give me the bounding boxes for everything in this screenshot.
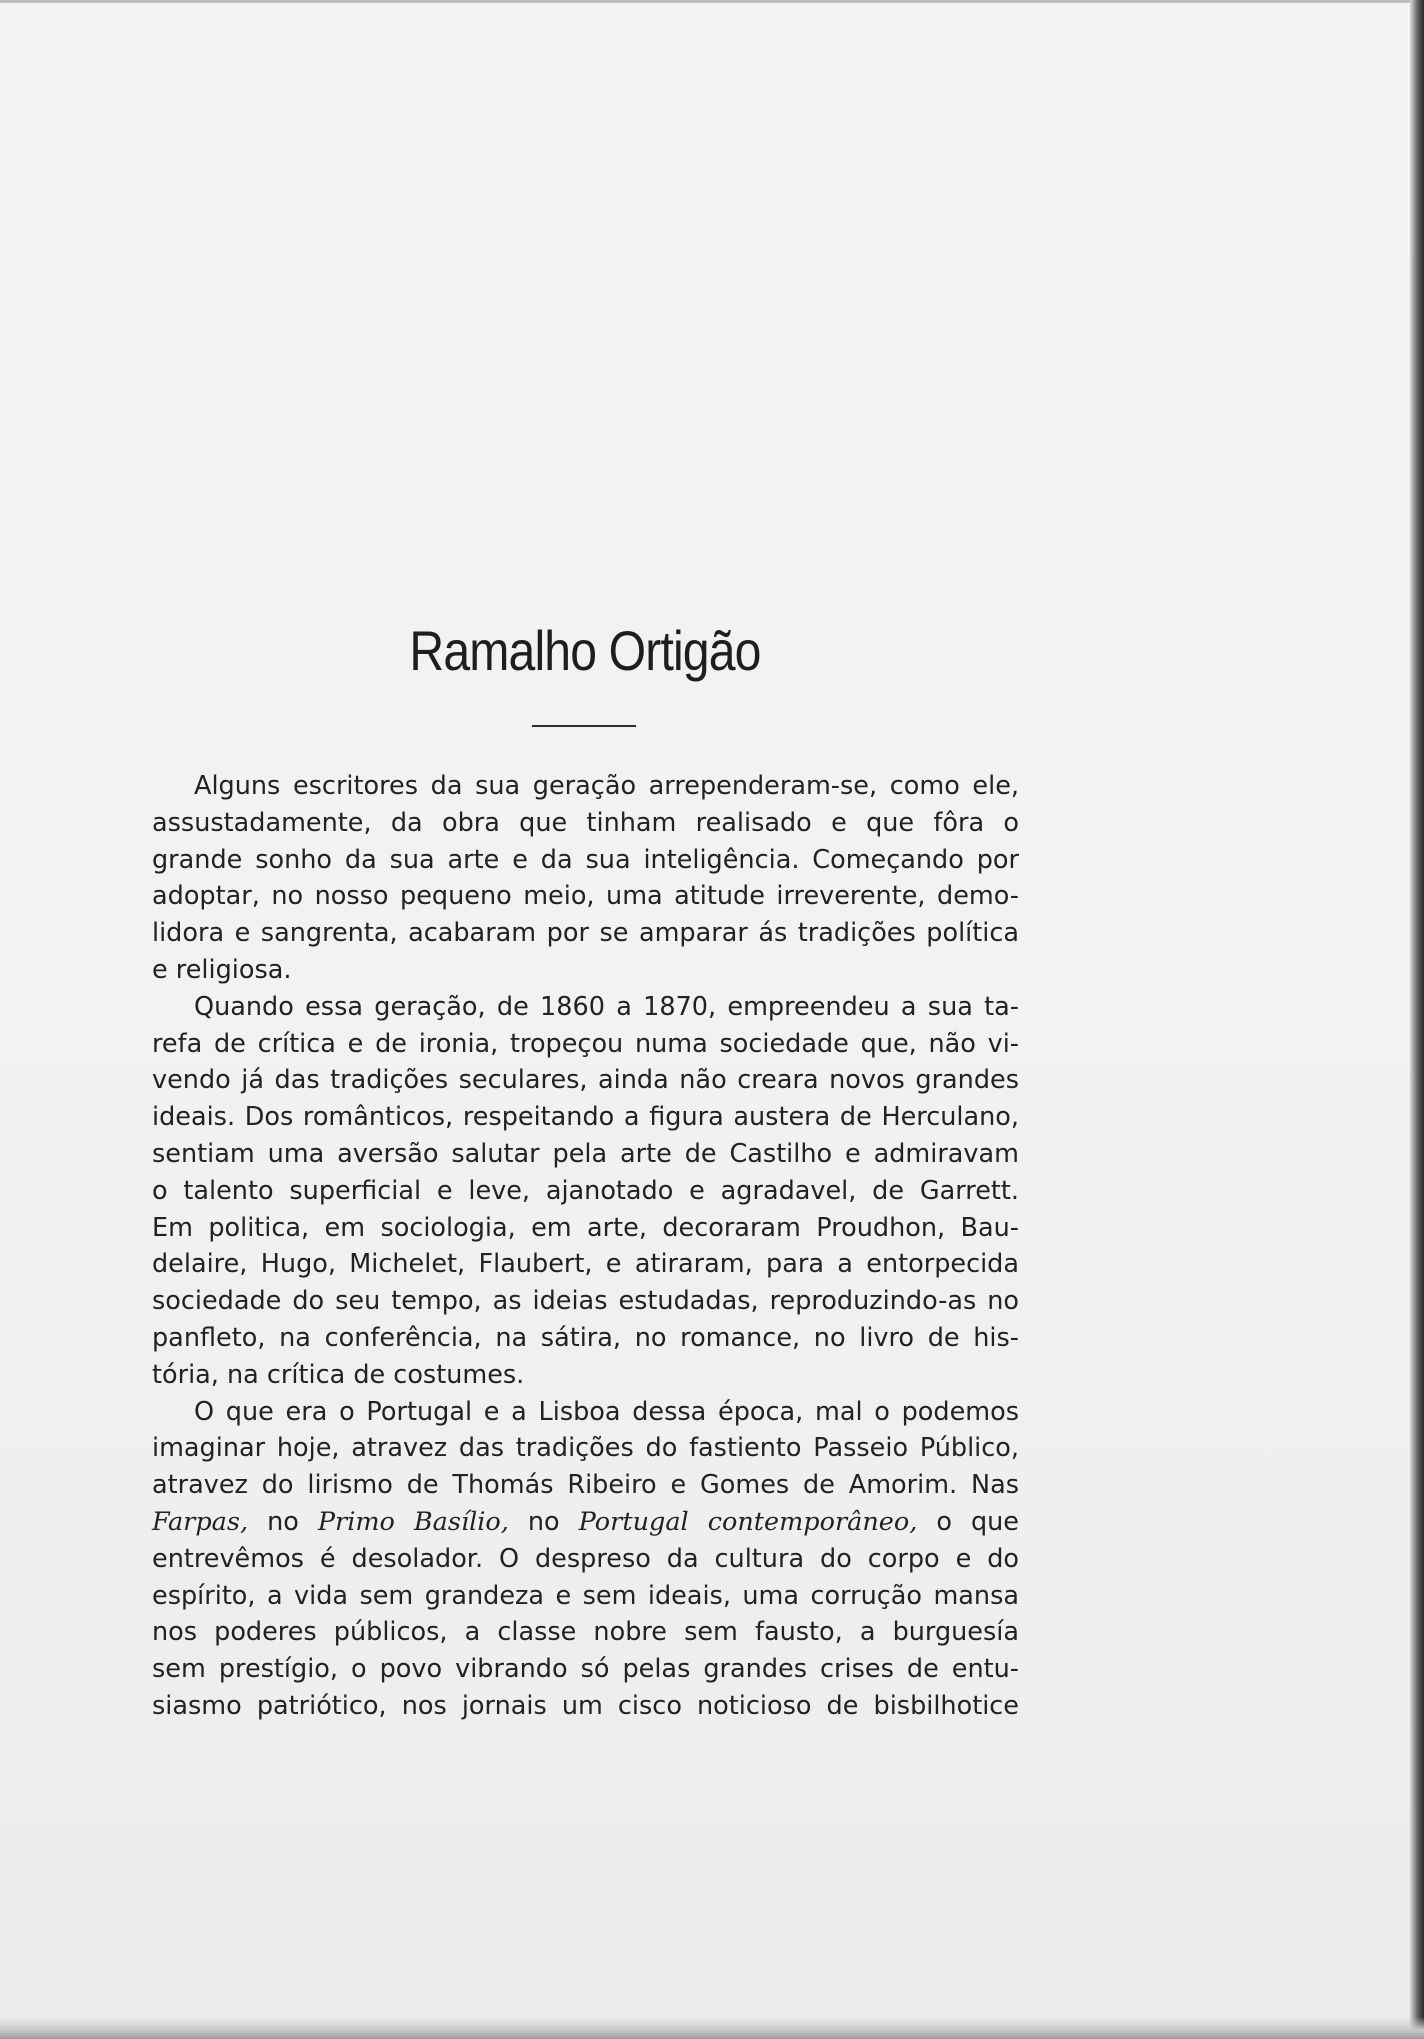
book-title-primo-basilio: Primo Basílio, bbox=[317, 1506, 509, 1537]
text-line: siasmo patriótico, nos jornais um cisco noticioso de bisbilhotice bbox=[152, 1690, 1019, 1721]
paragraph-3 bbox=[152, 1394, 1019, 1725]
text-line: Quando essa geração, de 1860 a 1870, empreendeu a sua ta- bbox=[194, 991, 1019, 1022]
text-line: entrevêmos é desolador. O despreso da cultura do corpo e do bbox=[152, 1543, 1019, 1574]
text-line: nos poderes públicos, a classe nobre sem fausto, a burguesía bbox=[152, 1617, 1019, 1648]
text-line: refa de crítica e de ironia, tropeçou numa sociedade que, não vi- bbox=[152, 1028, 1019, 1059]
text-fragment: o que bbox=[917, 1506, 1019, 1537]
text-line: lidora e sangrenta, acabaram por se amparar ás tradições política bbox=[152, 918, 1019, 949]
paragraph-1 bbox=[152, 768, 1019, 989]
paragraph-2 bbox=[152, 989, 1019, 1394]
book-title-portugal-contemporaneo: Portugal contemporâneo, bbox=[578, 1506, 918, 1537]
text-line: grande sonho da sua arte e da sua inteligência. Começando por bbox=[152, 844, 1019, 875]
page-binding-edge bbox=[1410, 0, 1424, 2039]
text-line: ideais. Dos românticos, respeitando a figura austera de Herculano, bbox=[152, 1102, 1019, 1133]
text-line: sem prestígio, o povo vibrando só pelas grandes crises de entu- bbox=[152, 1654, 1019, 1685]
text-line: imaginar hoje, atravez das tradições do fastiento Passeio Público, bbox=[152, 1433, 1019, 1464]
text-fragment: no bbox=[248, 1506, 318, 1537]
text-line: Em politica, em sociologia, em arte, decoraram Proudhon, Bau- bbox=[152, 1212, 1019, 1243]
text-line: Alguns escritores da sua geração arrependeram-se, como ele, bbox=[194, 771, 1019, 801]
text-line: espírito, a vida sem grandeza e sem ideais, uma corrução mansa bbox=[152, 1580, 1019, 1611]
text-fragment: no bbox=[508, 1506, 579, 1537]
text-line-with-titles bbox=[152, 1504, 1019, 1541]
book-title-farpas: Farpas, bbox=[152, 1506, 249, 1537]
text-line: adoptar, no nosso pequeno meio, uma atitude irreverente, demo- bbox=[152, 881, 1019, 912]
text-line: o talento superficial e leve, ajanotado e agradavel, de Garrett. bbox=[152, 1175, 1019, 1206]
text-line: tória, na crítica de costumes. bbox=[152, 1359, 525, 1390]
text-line: delaire, Hugo, Michelet, Flaubert, e atiraram, para a entorpecida bbox=[152, 1249, 1019, 1280]
page-bottom-edge bbox=[0, 2017, 1424, 2039]
chapter-title: Ramalho Ortigão bbox=[409, 619, 761, 682]
text-line: sentiam uma aversão salutar pela arte de Castilho e admiravam bbox=[152, 1138, 1019, 1169]
text-line: e religiosa. bbox=[152, 954, 292, 985]
title-rule bbox=[532, 725, 636, 727]
text-line: sociedade do seu tempo, as ideias estudadas, reproduzindo-as no bbox=[152, 1286, 1019, 1317]
text-line: assustadamente, da obra que tinham realisado e que fôra o bbox=[152, 807, 1019, 838]
text-line: vendo já das tradições seculares, ainda não creara novos grandes bbox=[152, 1065, 1019, 1096]
text-line: panfleto, na conferência, na sátira, no romance, no livro de his- bbox=[152, 1322, 1019, 1353]
page-top-edge bbox=[0, 0, 1424, 3]
text-line: O que era o Portugal e a Lisboa dessa época, mal o podemos bbox=[194, 1396, 1019, 1427]
text-line: atravez do lirismo de Thomás Ribeiro e Gomes de Amorim. Nas bbox=[152, 1470, 1019, 1501]
body-text bbox=[152, 768, 1019, 1725]
